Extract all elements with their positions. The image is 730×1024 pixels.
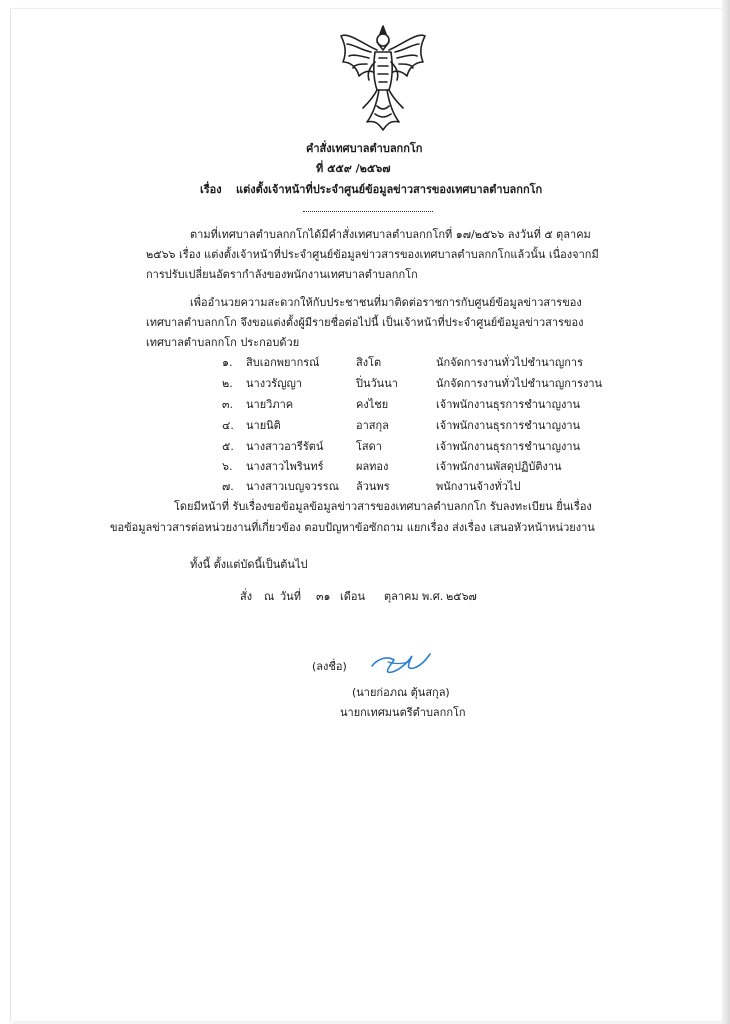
- member-last-name: อาสกุล: [356, 419, 389, 432]
- member-last-name: สิงโต: [356, 356, 382, 369]
- header-separator: [303, 211, 433, 212]
- para2-line1: เพื่ออำนวยความสะดวกให้กับประชาชนที่มาติดต่อราชการกับศูนย์ข้อมูลข่าวสารของ: [190, 296, 582, 309]
- signer-name: (นายก่อภณ ตุ้นสกุล): [352, 686, 450, 699]
- para2-line3: เทศบาลตำบลกกโก ประกอบด้วย: [146, 336, 300, 349]
- member-position: นักจัดการงานทั่วไปชำนาญการ: [436, 356, 583, 369]
- member-number: ๑.: [222, 356, 233, 369]
- subject-label: เรื่อง: [200, 183, 222, 196]
- month-value: ตุลาคม: [384, 590, 419, 603]
- member-first-name: สิบเอกพยากรณ์: [246, 356, 320, 369]
- sign-label: (ลงชื่อ): [312, 660, 347, 673]
- year-label: พ.ศ.: [422, 590, 444, 603]
- order-word: สั่ง: [240, 590, 253, 603]
- member-last-name: คงไชย: [356, 398, 389, 411]
- member-number: ๗.: [222, 480, 234, 493]
- month-label: เดือน: [340, 590, 366, 603]
- member-number: ๔.: [222, 419, 234, 432]
- document-title: คำสั่งเทศบาลตำบลกกโก: [306, 142, 423, 155]
- member-last-name: ล้วนพร: [356, 480, 390, 493]
- para2-line2: เทศบาลตำบลกกโก จึงขอแต่งตั้งผู้มีรายชื่อต่อไปนี้ เป็นเจ้าหน้าที่ประจำศูนย์ข้อมูลข่าวสารของ: [146, 316, 584, 329]
- para1-line2: ๒๕๖๖ เรื่อง แต่งตั้งเจ้าหน้าที่ประจำศูนย์ข้อมูลข่าวสารของเทศบาลตำบลกกโกแล้วนั้น เนื่องจากมี: [146, 248, 599, 261]
- member-position: เจ้าพนักงานธุรการชำนาญงาน: [436, 398, 581, 411]
- para1-line1: ตามที่เทศบาลตำบลกกโกได้มีคำสั่งเทศบาลตำบลกกโกที่ ๑๗/๒๕๖๖ ลงวันที่ ๕ ตุลาคม: [190, 228, 591, 241]
- day-value: ๓๑: [316, 590, 331, 603]
- member-first-name: นายวิภาค: [246, 398, 294, 411]
- member-last-name: ผลทอง: [356, 460, 389, 473]
- member-position: เจ้าพนักงานธุรการชำนาญงาน: [436, 440, 581, 453]
- garuda-emblem: [333, 22, 433, 134]
- member-first-name: นางวรัญญา: [246, 377, 303, 390]
- member-first-name: นางสาวเบญจวรรณ: [246, 480, 339, 493]
- handwritten-signature: [368, 648, 434, 678]
- at-word: ณ: [264, 590, 275, 603]
- member-last-name: โสดา: [356, 440, 382, 453]
- member-first-name: นางสาวไพรินทร์: [246, 460, 324, 473]
- year-value: ๒๕๖๗: [446, 590, 477, 603]
- signer-position: นายกเทศมนตรีตำบลกกโก: [340, 706, 466, 719]
- member-last-name: ปิ่นวันนา: [356, 377, 398, 390]
- subject-text: แต่งตั้งเจ้าหน้าที่ประจำศูนย์ข้อมูลข่าวสารของเทศบาลตำบลกกโก: [236, 183, 543, 196]
- member-position: นักจัดการงานทั่วไปชำนาญการงาน: [436, 377, 603, 390]
- para1-line3: การปรับเปลี่ยนอัตรากำลังของพนักงานเทศบาลตำบลกกโก: [146, 268, 418, 281]
- member-number: ๒.: [222, 377, 233, 390]
- member-first-name: นางสาวอารีรัตน์: [246, 440, 324, 453]
- member-number: ๓.: [222, 398, 234, 411]
- page-edge-shadow: [722, 0, 730, 1024]
- document-page: [10, 8, 723, 1021]
- member-number: ๕.: [222, 440, 234, 453]
- member-position: เจ้าพนักงานพัสดุปฏิบัติงาน: [436, 460, 562, 473]
- effective-line: ทั้งนี้ ตั้งแต่บัดนี้เป็นต้นไป: [190, 558, 308, 571]
- order-number: ที่ ๕๕๙ /๒๕๖๗: [316, 162, 391, 175]
- member-position: เจ้าพนักงานธุรการชำนาญงาน: [436, 419, 581, 432]
- para3-line1: โดยมีหน้าที่ รับเรื่องขอข้อมูลข้อมูลข่าวสารของเทศบาลตำบลกกโก รับลงทะเบียน ยื่นเรื่อง: [174, 500, 592, 513]
- member-number: ๖.: [222, 460, 233, 473]
- day-label: วันที่: [280, 590, 301, 603]
- para3-line2: ขอข้อมูลข่าวสารต่อหน่วยงานที่เกี่ยวข้อง ตอบปัญหาข้อซักถาม แยกเรื่อง ส่งเรื่อง เสนอหัวหน้าหน่วยงาน: [110, 521, 595, 534]
- member-position: พนักงานจ้างทั่วไป: [436, 480, 521, 493]
- member-first-name: นายนิติ: [246, 419, 281, 432]
